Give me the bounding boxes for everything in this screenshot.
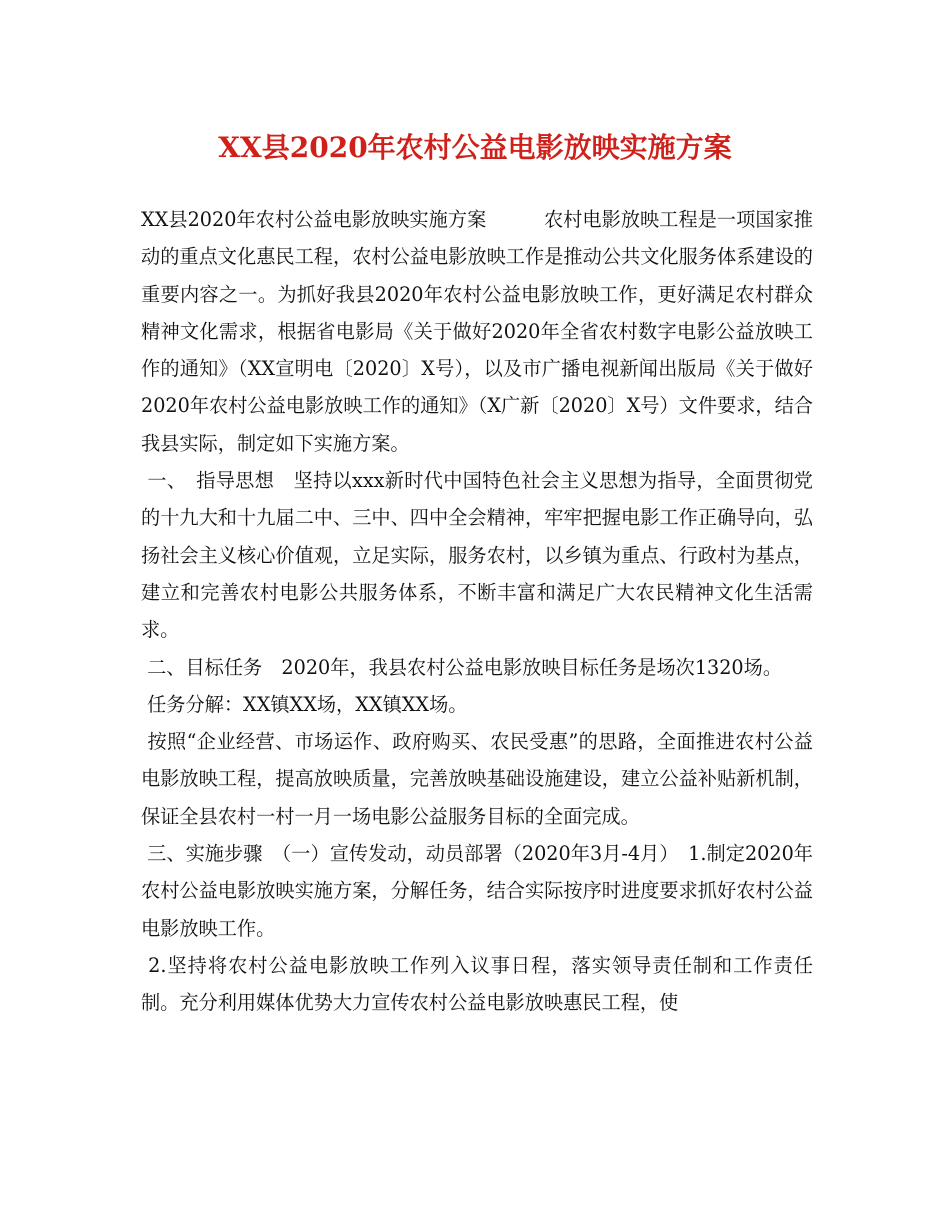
paragraph-approach: 按照“企业经营、市场运作、政府购买、农民受惠”的思路，全面推进农村公益电影放映工程，提高放映质量，完善放映基础设施建设，建立公益补贴新机制，保证全县农村一村一月一场电影公益服务目标的全面完成。 <box>141 730 813 828</box>
paragraph-task-breakdown: 任务分解：XX镇XX场，XX镇XX场。 <box>141 692 468 716</box>
paragraph-target-tasks: 二、目标任务 2020年，我县农村公益电影放映目标任务是场次1320场。 <box>141 655 783 679</box>
paragraph-intro: XX县2020年农村公益电影放映实施方案 农村电影放映工程是一项国家推动的重点文化惠民工程，农村公益电影放映工作是推动公共文化服务体系建设的重要内容之一。为抓好我县2020年农村公益电影放映工作，更好满足农村群众精神文化需求，根据省电影局《关于做好2020年全省农村数字电影公益放映工作的通知》（XX宣明电〔2020〕X号），以及市广播电视新闻出版局《关于做好2020年农村公益电影放映工作的通知》（X广新〔2020〕X号）文件要求，结合我县实际，制定如下实施方案。 <box>141 208 813 455</box>
paragraph-step-2: 2.坚持将农村公益电影放映工作列入议事日程，落实领导责任制和工作责任制。充分利用媒体优势大力宣传农村公益电影放映惠民工程，使 <box>141 953 813 1015</box>
document-title: XX县2020年农村公益电影放映实施方案 <box>218 131 732 164</box>
paragraph-guiding-ideology: 一、 指导思想 坚持以xxx新时代中国特色社会主义思想为指导，全面贯彻党的十九大和十九届二中、三中、四中全会精神，牢牢把握电影工作正确导向，弘扬社会主义核心价值观，立足实际，服务农村，以乡镇为重点、行政村为基点，建立和完善农村电影公共服务体系，不断丰富和满足广大农民精神文化生活需求。 <box>141 469 813 642</box>
paragraph-implementation-steps: 三、实施步骤 （一）宣传发动，动员部署（2020年3月-4月） 1.制定2020年农村公益电影放映实施方案，分解任务，结合实际按序时进度要求抓好农村公益电影放映工作。 <box>141 842 813 940</box>
document-body <box>141 201 813 1022</box>
